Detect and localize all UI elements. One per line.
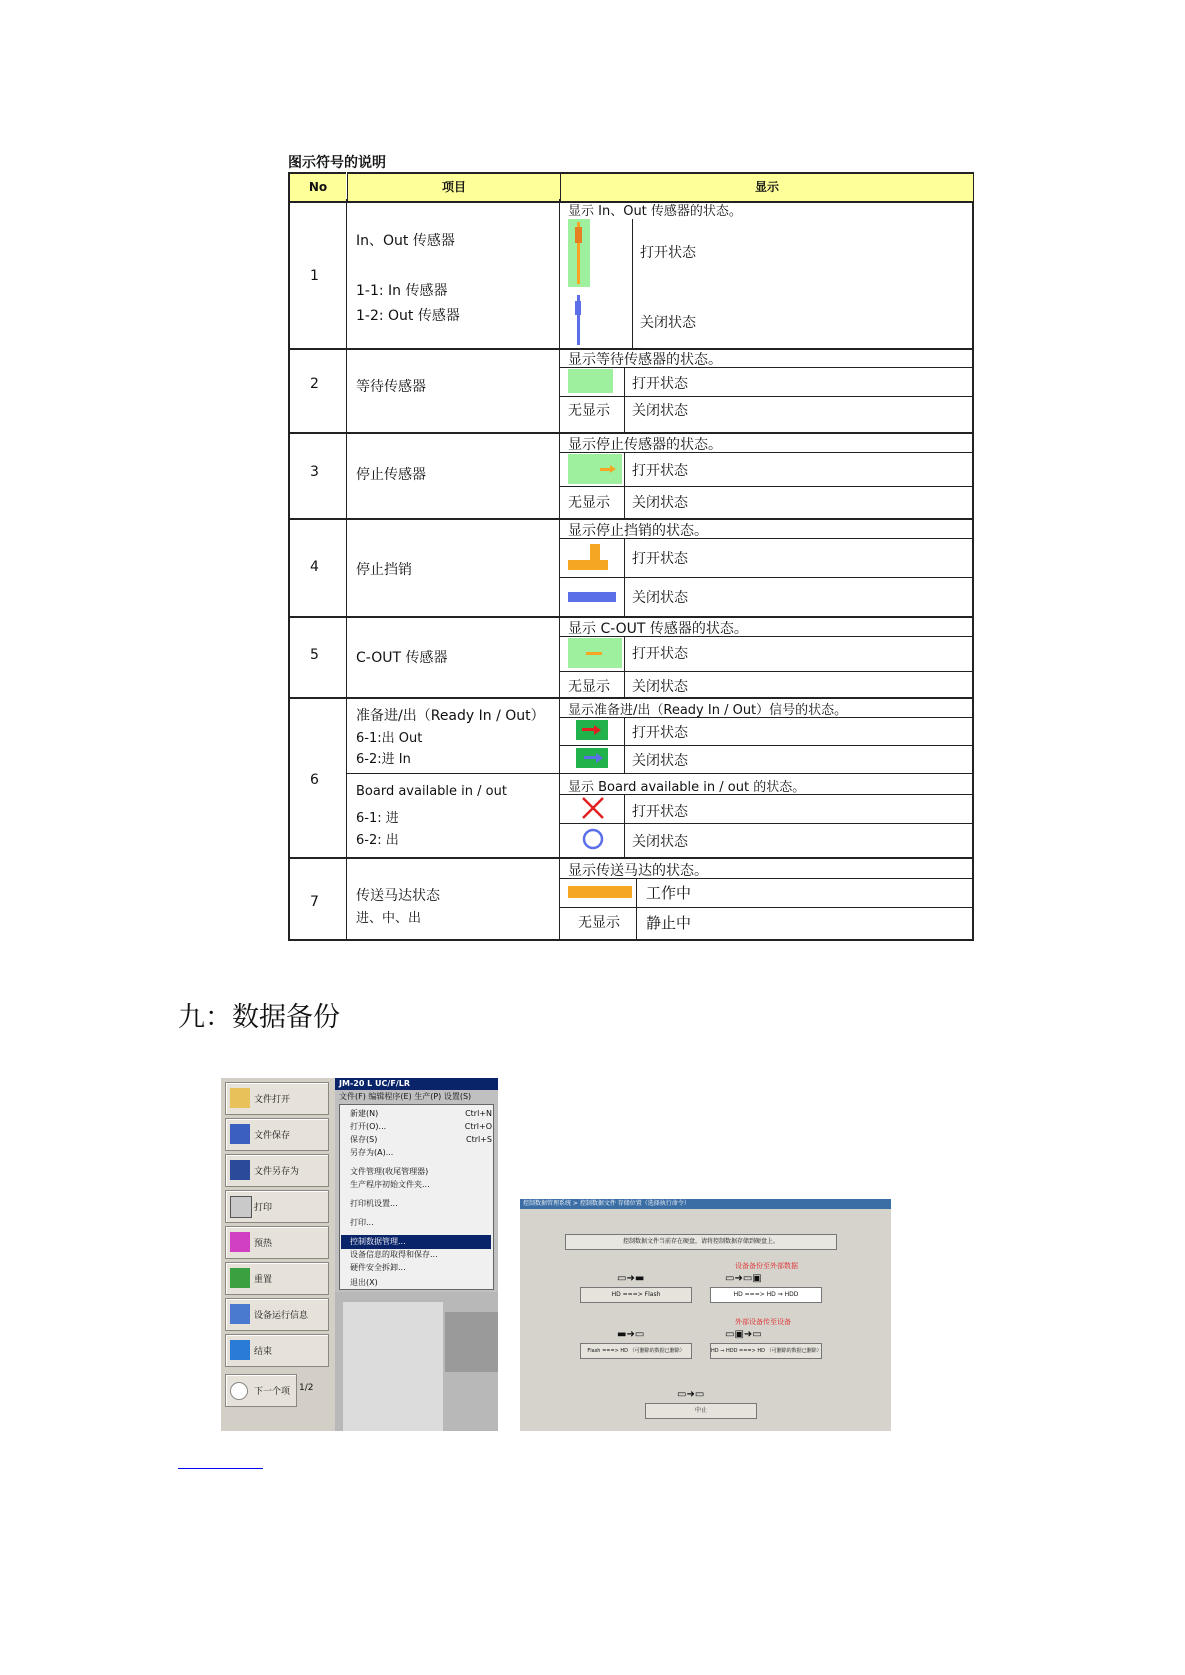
folder-icon — [230, 1088, 250, 1108]
item-text: 6-2: 出 — [356, 833, 399, 848]
legend-title: 图示符号的说明 — [288, 155, 386, 171]
state-text: 打开状态 — [632, 646, 688, 662]
desc-text: 显示 Board available in / out 的状态。 — [568, 780, 806, 795]
menu-item-file-manager[interactable]: 文件管理(收尾管理器) — [350, 1167, 429, 1176]
state-text: 关闭状态 — [632, 753, 688, 769]
state-text: 打开状态 — [632, 725, 688, 741]
dialog-title: 控制数据管理系统 > 控制数据文件 存储位置（选择执行命令） — [520, 1199, 891, 1209]
menu-item-exit[interactable]: 退出(X) — [350, 1278, 378, 1287]
state-text: 静止中 — [646, 914, 692, 932]
desc-text: 显示准备进/出（Ready In / Out）信号的状态。 — [568, 703, 848, 718]
header-no: No — [290, 172, 346, 203]
reset-icon — [230, 1268, 250, 1288]
cell-line — [560, 907, 972, 908]
desc-text: 显示等待传感器的状态。 — [568, 352, 722, 368]
menu-production[interactable]: 生产(P) — [414, 1092, 442, 1101]
row-no: 3 — [310, 464, 319, 480]
section-heading: 九：数据备份 — [178, 1002, 340, 1033]
item-text: 传送马达状态 — [356, 888, 440, 904]
window-title: JM-20 L UC/F/LR — [335, 1078, 498, 1090]
cell-line — [560, 671, 972, 672]
in-sensor-open-icon — [568, 219, 590, 287]
state-text: 打开状态 — [632, 376, 688, 392]
row-no: 7 — [310, 894, 319, 910]
file-menu-screenshot — [335, 1078, 498, 1431]
control-data-dialog-screenshot — [520, 1199, 891, 1431]
play-icon — [230, 1382, 248, 1400]
dialog-message: 控制数据文件当前存在硬盘，请将控制数据存储到硬盘上。 — [565, 1234, 837, 1250]
desc-text: 显示停止挡销的状态。 — [568, 523, 708, 539]
button-label: 下一个项 — [254, 1387, 291, 1397]
item-text: 进、中、出 — [356, 911, 422, 926]
button-label: 重置 — [254, 1275, 273, 1285]
hdd-to-hd-icon: ▭▣➜▭ — [725, 1329, 762, 1340]
cell-line — [560, 794, 972, 795]
cell-line — [636, 878, 637, 939]
preheat-button[interactable] — [225, 1226, 329, 1259]
machine-image — [335, 1292, 498, 1431]
stopper-open-icon — [568, 544, 608, 572]
menu-file[interactable]: 文件(F) — [339, 1092, 366, 1101]
menubar — [339, 1091, 498, 1103]
conveyor-running-icon — [568, 886, 632, 898]
wait-sensor-open-icon — [568, 369, 613, 393]
cell-line — [560, 878, 972, 879]
state-text: 关闭状态 — [640, 315, 696, 331]
circle-mark-icon — [580, 826, 606, 852]
backup-flash-button[interactable]: HD ===> Flash — [580, 1287, 692, 1303]
col-line — [559, 199, 560, 939]
none-label: 无显示 — [568, 403, 610, 419]
next-item-button[interactable] — [225, 1374, 297, 1407]
button-label: 文件保存 — [254, 1131, 291, 1141]
restore-hdd-button[interactable]: HD ⇒ HDD ===> HD （可删除的数据已删除） — [710, 1343, 822, 1359]
row-line — [290, 857, 972, 859]
cell-line — [560, 538, 972, 539]
state-text: 打开状态 — [632, 804, 688, 820]
cell-line — [560, 577, 972, 578]
cell-line — [624, 636, 625, 697]
open-file-button[interactable] — [225, 1082, 329, 1115]
x-mark-icon — [580, 796, 606, 820]
header-item: 项目 — [347, 172, 560, 203]
row-no: 2 — [310, 376, 319, 392]
menu-edit[interactable]: 编辑程序(E) — [368, 1092, 412, 1101]
menu-item-print[interactable]: 打印... — [350, 1218, 374, 1227]
cell-line — [560, 823, 972, 824]
copy-icon: ▭➜▭ — [677, 1389, 705, 1400]
print-button[interactable] — [225, 1190, 329, 1223]
menu-settings[interactable]: 设置(S) — [443, 1092, 472, 1101]
cell-line — [560, 717, 972, 718]
menu-item-prog-folder[interactable]: 生产程序初始文件夹... — [350, 1180, 430, 1189]
cell-line — [560, 636, 972, 637]
restore-flash-button[interactable]: Flash ===> HD （可删除的数据已删除） — [580, 1343, 692, 1359]
row-no: 5 — [310, 647, 319, 663]
button-label: 文件另存为 — [254, 1167, 300, 1177]
cancel-button[interactable]: 中止 — [645, 1403, 757, 1419]
item-text: C-OUT 传感器 — [356, 650, 448, 666]
state-text: 工作中 — [646, 884, 692, 902]
desc-text: 显示 C-OUT 传感器的状态。 — [568, 621, 748, 637]
button-label: 预热 — [254, 1239, 273, 1249]
button-label: 设备运行信息 — [254, 1311, 309, 1321]
flash-to-hd-icon: ▬➜▭ — [617, 1329, 645, 1340]
exit-door-icon — [230, 1340, 250, 1360]
cell-line — [624, 452, 625, 518]
dropdown-menu — [339, 1104, 494, 1290]
state-text: 关闭状态 — [632, 679, 688, 695]
exit-button[interactable] — [225, 1334, 329, 1367]
cell-line — [560, 396, 972, 397]
ready-in-icon — [576, 748, 608, 768]
desc-text: 显示 In、Out 传感器的状态。 — [568, 204, 742, 219]
col-line — [346, 199, 347, 939]
c-out-sensor-open-icon — [568, 638, 622, 668]
hd-to-flash-icon: ▭➜▬ — [617, 1273, 645, 1284]
menu-item-open[interactable]: 打开(O)... Ctrl+O — [350, 1122, 492, 1131]
cell-line — [347, 773, 972, 774]
state-text: 关闭状态 — [632, 590, 688, 606]
menu-item-save-as[interactable]: 另存为(A)... — [350, 1148, 394, 1157]
cell-line — [560, 486, 972, 487]
left-button-panel — [221, 1078, 335, 1431]
menu-item-control-data[interactable]: 控制数据管理... — [341, 1235, 491, 1249]
section-backup-title: 设备备份至外部数据 — [735, 1262, 798, 1270]
heat-icon — [230, 1232, 250, 1252]
menu-item-save[interactable]: 保存(S) Ctrl+S — [350, 1135, 492, 1144]
button-label: 结束 — [254, 1347, 273, 1357]
cell-line — [632, 219, 633, 348]
state-text: 关闭状态 — [632, 495, 688, 511]
ready-out-icon — [576, 720, 608, 740]
button-label: 打印 — [254, 1203, 273, 1213]
item-text: Board available in / out — [356, 784, 507, 799]
cell-line — [560, 452, 972, 453]
stop-sensor-open-icon — [568, 454, 622, 484]
desc-text: 显示停止传感器的状态。 — [568, 437, 722, 453]
cell-line — [624, 794, 625, 857]
item-text: 等待传感器 — [356, 379, 426, 395]
legend-table — [288, 172, 974, 941]
menu-item-safe-remove[interactable]: 硬件安全拆卸... — [350, 1263, 406, 1272]
cell-line — [560, 745, 972, 746]
row-no: 4 — [310, 559, 319, 575]
stopper-closed-icon — [568, 592, 616, 602]
save-icon — [230, 1124, 250, 1144]
item-text: 停止传感器 — [356, 467, 426, 483]
item-text: In、Out 传感器 — [356, 233, 455, 249]
state-text: 打开状态 — [640, 245, 696, 261]
save-file-button[interactable] — [225, 1118, 329, 1151]
save-as-icon — [230, 1160, 250, 1180]
save-as-button[interactable] — [225, 1154, 329, 1187]
printer-icon — [230, 1196, 252, 1218]
item-text: 准备进/出（Ready In / Out） — [356, 708, 545, 724]
header-display: 显示 — [560, 172, 973, 203]
state-text: 打开状态 — [632, 463, 688, 479]
item-text: 6-1: 进 — [356, 811, 399, 826]
none-label: 无显示 — [568, 679, 610, 695]
none-label: 无显示 — [568, 495, 610, 511]
item-text: 6-1:出 Out — [356, 731, 423, 746]
menu-item-machine-info[interactable]: 设备信息的取得和保存... — [350, 1250, 438, 1259]
state-text: 打开状态 — [632, 551, 688, 567]
item-text: 1-1: In 传感器 — [356, 283, 448, 299]
page-indicator: 1/2 — [299, 1383, 314, 1393]
menu-item-new[interactable]: 新建(N) Ctrl+N — [350, 1109, 492, 1118]
item-text: 停止挡销 — [356, 562, 412, 578]
cell-line — [560, 367, 972, 368]
backup-hdd-button[interactable]: HD ===> HD ⇒ HDD — [710, 1287, 822, 1303]
section-restore-title: 外部设备传至设备 — [735, 1318, 791, 1326]
machine-info-button[interactable] — [225, 1298, 329, 1331]
item-text: 6-2:进 In — [356, 752, 411, 767]
row-no: 1 — [310, 268, 319, 284]
state-text: 关闭状态 — [632, 403, 688, 419]
link-underline[interactable] — [178, 1468, 263, 1469]
row-no: 6 — [310, 772, 319, 788]
desc-text: 显示传送马达的状态。 — [568, 863, 708, 879]
info-icon — [230, 1304, 250, 1324]
none-label: 无显示 — [578, 915, 620, 931]
sensor-tip-icon — [575, 301, 581, 315]
state-text: 关闭状态 — [632, 834, 688, 850]
button-label: 文件打开 — [254, 1095, 291, 1105]
reset-button[interactable] — [225, 1262, 329, 1295]
cell-line — [624, 367, 625, 432]
item-text: 1-2: Out 传感器 — [356, 308, 460, 324]
hd-to-hdd-icon: ▭➜▭▣ — [725, 1273, 762, 1284]
menu-item-printer-setup[interactable]: 打印机设置... — [350, 1199, 398, 1208]
